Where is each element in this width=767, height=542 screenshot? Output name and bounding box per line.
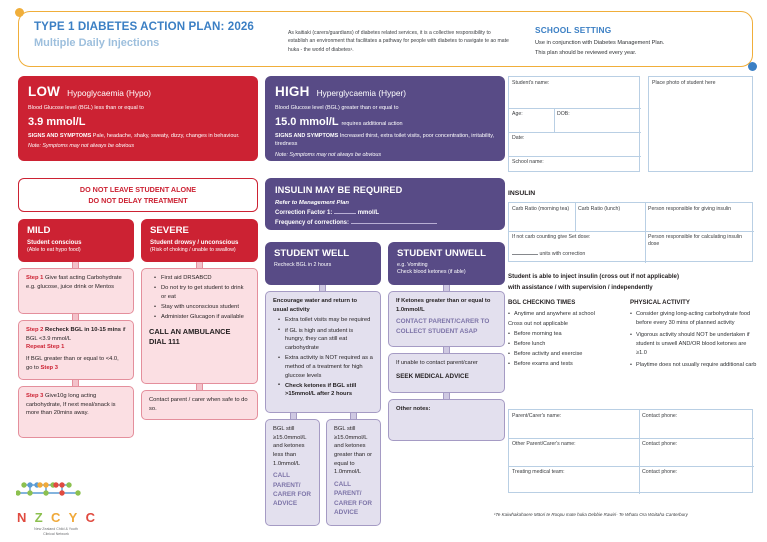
- mild-step-2-repeat: Repeat Step 1: [26, 344, 65, 351]
- student-photo-box[interactable]: [648, 76, 753, 172]
- divider: [639, 410, 640, 494]
- parent-carer-name-label: Parent/Carer's name:: [512, 412, 562, 419]
- logo-letter-c2: C: [85, 510, 95, 525]
- severe-actions-card: [141, 268, 258, 384]
- list-item: • Vigorous activity should NOT be undertaken if student is unwell AND/OR blood ketones are ≥1.0: [630, 331, 758, 358]
- low-threshold-value: 3.9 mmol/L: [28, 115, 86, 128]
- warning-line1: DO NOT LEAVE STUDENT ALONE: [79, 184, 197, 194]
- units-with-correction-label: units with correction: [539, 250, 586, 257]
- insulin-required-heading: INSULIN MAY BE REQUIRED: [275, 185, 403, 195]
- unwell-ketones-card: [388, 291, 505, 347]
- logo-caption-line1: New Zealand Child & Youth: [34, 527, 78, 531]
- nzcycn-logo: [16, 482, 96, 538]
- logo-letters: [16, 510, 96, 525]
- frequency-corrections-input[interactable]: [351, 223, 437, 224]
- bgl-cross-out-note: Cross out not applicable: [508, 321, 569, 328]
- student-unwell-title: STUDENT UNWELL: [397, 248, 486, 259]
- list-item: • if GL is high and student is hungry, they can still eat carbohydrate: [280, 327, 373, 353]
- unwell-card1-action: CONTACT PARENT/CARER TO COLLECT STUDENT ASAP: [396, 318, 490, 335]
- physical-activity-body: [630, 310, 758, 371]
- other-parent-carer-phone-label: Contact phone:: [642, 440, 678, 447]
- high-threshold-suffix: requires additional action: [341, 120, 403, 127]
- frame-dot-blue-icon: [748, 62, 757, 71]
- logo-caption-line2: Clinical Network: [43, 532, 69, 537]
- unwell-other-notes-label: Other notes:: [396, 406, 431, 412]
- logo-letter-n: N: [17, 510, 27, 525]
- student-well-card: [265, 291, 381, 413]
- severe-title: SEVERE: [150, 225, 189, 236]
- list-item: • Before exams and tests: [508, 360, 623, 369]
- logo-caption: [16, 527, 96, 538]
- insulin-required-refer: Refer to Management Plan: [275, 200, 349, 206]
- list-item: • Consider giving long-acting carbohydrate food before every 30 mins of planned activity: [630, 310, 758, 328]
- mild-step-3-text: Give10g long acting carbohydrate, If next meal/snack is more than 20mins away.: [26, 393, 116, 417]
- mild-step-3-label: Step 3: [26, 393, 44, 399]
- mild-step-2-bold: Recheck BGL in 10-15 mins: [45, 327, 121, 333]
- high-threshold-value: 15.0 mmol/L: [275, 115, 339, 128]
- mild-sub2: (Able to eat hypo food): [27, 247, 81, 253]
- parent-carer-phone-label: Contact phone:: [642, 412, 678, 419]
- high-bgl-text: Blood Glucose level (BGL) greater than or equal to: [275, 105, 399, 111]
- unwell-card2-action: SEEK MEDICAL ADVICE: [396, 372, 469, 380]
- student-well-title: STUDENT WELL: [274, 248, 350, 259]
- correction-factor-unit: mmol/L: [357, 210, 380, 216]
- low-sublabel: Hypoglycaemia (Hypo): [67, 88, 152, 98]
- high-hyperglycaemia-banner: [265, 76, 505, 161]
- insulin-section-heading: INSULIN: [508, 190, 536, 197]
- mild-sub1: Student conscious: [27, 239, 82, 246]
- unwell-card1-text: If Ketones greater than or equal to 1.0mmol/L: [396, 298, 491, 313]
- mild-step-3-card: [18, 386, 134, 438]
- severe-contact-card: [141, 390, 258, 420]
- well-outcome-left-text: BGL still ≥15.0mmol/L and ketones less than 1.0mmol/L: [273, 426, 307, 467]
- bgl-checking-body: [508, 310, 623, 370]
- student-inject-line1: Student is able to inject insulin (cross out if not applicable): [508, 273, 679, 280]
- school-setting-block: [535, 25, 735, 59]
- mild-step-2-extra: If BGL greater than or equal to <4.0, go to: [26, 356, 119, 371]
- frequency-corrections-label: Frequency of corrections:: [275, 220, 350, 226]
- severe-sub2: (Risk of choking / unable to swallow): [150, 247, 236, 253]
- student-well-bold-bullet: • Check ketones if BGL still >15mmol/L after 2 hours: [280, 382, 373, 399]
- physical-activity-heading: PHYSICAL ACTIVITY: [630, 299, 690, 306]
- page-title-sub: Multiple Daily Injections: [34, 37, 160, 49]
- mild-step-1-label: Step 1: [26, 275, 44, 281]
- low-signs-text: Pale, headache, shaky, sweaty, dizzy, changes in behaviour.: [92, 132, 240, 139]
- mild-step-2-label: Step 2: [26, 327, 44, 333]
- school-setting-title: SCHOOL SETTING: [535, 25, 612, 35]
- frame-dot-gold-icon: [15, 8, 24, 17]
- severe-bullet-list: [149, 274, 250, 322]
- well-outcome-right-card: [326, 419, 381, 526]
- unwell-no-contact-card: [388, 353, 505, 393]
- mild-column-header: [18, 219, 134, 262]
- list-item: • Extra toilet visits may be required: [280, 316, 373, 325]
- header-description: As kaitiaki (carers/guardians) of diabetes related services, it is a collective responsibility to establish an environment that facilitates a pathway for people with diabetes to navigate te ao mate huka - the world of diabetes¹.: [288, 30, 509, 53]
- mild-step-2-text: if BGL <3.9 mmol/L: [26, 327, 126, 342]
- low-hypoglycaemia-banner: [18, 76, 258, 161]
- list-item: • Stay with unconscious student: [156, 303, 250, 312]
- list-item: • Before activity and exercise: [508, 350, 623, 359]
- person-giving-insulin-label: Person responsible for giving insulin: [648, 205, 732, 212]
- medical-team-phone-label: Contact phone:: [642, 468, 678, 475]
- set-dose-label: If not carb counting give Set dose:: [512, 233, 591, 240]
- footnote: ¹Te Kaiwhakahaere Māori te Roopu mate huka Debbie Rawiri- Te Whatu Ora Waitaha Canterbury: [494, 512, 688, 517]
- high-signs-label: SIGNS AND SYMPTOMS: [275, 132, 339, 139]
- list-item: • Before lunch: [508, 340, 623, 349]
- low-note: Note: Symptoms may not always be obvious: [28, 143, 135, 150]
- other-parent-carer-name-label: Other Parent/Carer's name:: [512, 440, 576, 447]
- contacts-table: [508, 409, 753, 493]
- student-unwell-header: [388, 242, 505, 285]
- person-calculating-insulin-label: Person responsible for calculating insulin dose: [648, 233, 743, 248]
- logo-letter-c1: C: [50, 510, 61, 525]
- insulin-may-be-required-box: [265, 178, 505, 230]
- list-item: • First aid DRSABCD: [156, 274, 250, 283]
- carb-ratio-lunch-label: Carb Ratio (lunch): [578, 205, 621, 212]
- page-title-main: TYPE 1 DIABETES ACTION PLAN: 2026: [34, 20, 254, 33]
- high-label: HIGH: [275, 84, 310, 99]
- unwell-card2-text: If unable to contact parent/carer: [396, 360, 478, 366]
- severe-contact-note: Contact parent / carer when safe to do so.: [149, 397, 248, 412]
- low-bgl-text: Blood Glucose level (BGL) less than or equal to: [28, 105, 144, 111]
- student-well-header: [265, 242, 381, 285]
- school-setting-line2: This plan should be reviewed every year.: [535, 49, 637, 56]
- high-signs-text: Increased thirst, extra toilet visits, poor concentration, irritability, tiredness: [275, 132, 495, 148]
- high-note: Note: Symptoms may not always be obvious: [275, 151, 382, 158]
- page-title: [34, 20, 284, 49]
- list-item: • Playtime does not usually require additional carb: [630, 361, 758, 370]
- unwell-other-notes-card[interactable]: [388, 399, 505, 441]
- list-item: • Anytime and anywhere at school: [508, 310, 623, 319]
- well-outcome-left-card: [265, 419, 320, 526]
- divider: [509, 132, 641, 133]
- warning-line2: DO NOT DELAY TREATMENT: [88, 196, 188, 205]
- student-age-label: Age:: [512, 110, 523, 117]
- low-signs-label: SIGNS AND SYMPTOMS: [28, 132, 92, 139]
- well-outcome-right-action: CALL PARENT/ CARER FOR ADVICE: [334, 481, 372, 516]
- divider: [509, 108, 641, 109]
- student-name-label: Student's name:: [512, 79, 550, 86]
- mild-step-2-extra-link: Step 3: [40, 364, 58, 371]
- student-dob-label: DOB:: [557, 110, 570, 117]
- correction-factor-input[interactable]: [334, 213, 356, 214]
- severe-column-header: [141, 219, 258, 262]
- list-item: • Administer Glucagon if available: [156, 313, 250, 322]
- mild-step-2-card: [18, 320, 134, 380]
- well-outcome-left-action: CALL PARENT/ CARER FOR ADVICE: [273, 472, 311, 508]
- logo-network-icon: [16, 482, 96, 504]
- bgl-checking-heading: BGL CHECKING TIMES: [508, 299, 576, 306]
- student-date-label: Date:: [512, 134, 525, 141]
- logo-letter-z: Z: [34, 510, 43, 525]
- low-label: LOW: [28, 84, 61, 99]
- student-details-table: [508, 76, 640, 172]
- well-outcome-right-text: BGL still ≥15.0mmol/L and ketones greater than or equal to 1.0mmol/L: [334, 426, 373, 476]
- student-unwell-sub2: Check blood ketones (if able): [397, 269, 466, 275]
- list-item: • Before morning tea: [508, 330, 623, 339]
- student-well-bullet-list: [273, 316, 373, 399]
- list-item: • Extra activity is NOT required as a method of a treatment for high glucose levels: [280, 354, 373, 380]
- logo-letter-y: Y: [68, 510, 78, 525]
- severe-sub1: Student drowsy / unconscious: [150, 239, 239, 246]
- high-sublabel: Hyperglycaemia (Hyper): [316, 88, 407, 98]
- mild-title: MILD: [27, 225, 51, 236]
- student-photo-label: Place photo of student here: [652, 79, 716, 86]
- student-inject-line2: with assistance / with supervision / independently: [508, 283, 653, 291]
- student-well-card-heading: Encourage water and return to usual activity: [273, 298, 358, 313]
- list-item: • Do not try to get student to drink or eat: [156, 284, 250, 301]
- mild-step-1-text: Give fast acting Carbohydrate e.g. glucose, juice drink or Mentos: [26, 275, 122, 290]
- student-school-label: School name:: [512, 158, 544, 165]
- student-unwell-sub1: e.g. Vomiting: [397, 262, 428, 268]
- medical-team-name-label: Treating medical team:: [512, 468, 565, 475]
- severe-ambulance-line2: DIAL 111: [149, 337, 180, 347]
- school-setting-line1: Use in conjunction with Diabetes Management Plan.: [535, 40, 665, 46]
- carb-ratio-morning-label: Carb Ratio (morning tea): [512, 205, 570, 212]
- severe-ambulance-line1: CALL AN AMBULANCE: [149, 326, 231, 336]
- student-well-sub1: Recheck BGL in 2 hours: [274, 262, 332, 268]
- insulin-table: [508, 202, 753, 262]
- mild-step-1-card: [18, 268, 134, 314]
- correction-factor-label: Correction Factor 1:: [275, 210, 333, 216]
- warning-box: [18, 178, 258, 212]
